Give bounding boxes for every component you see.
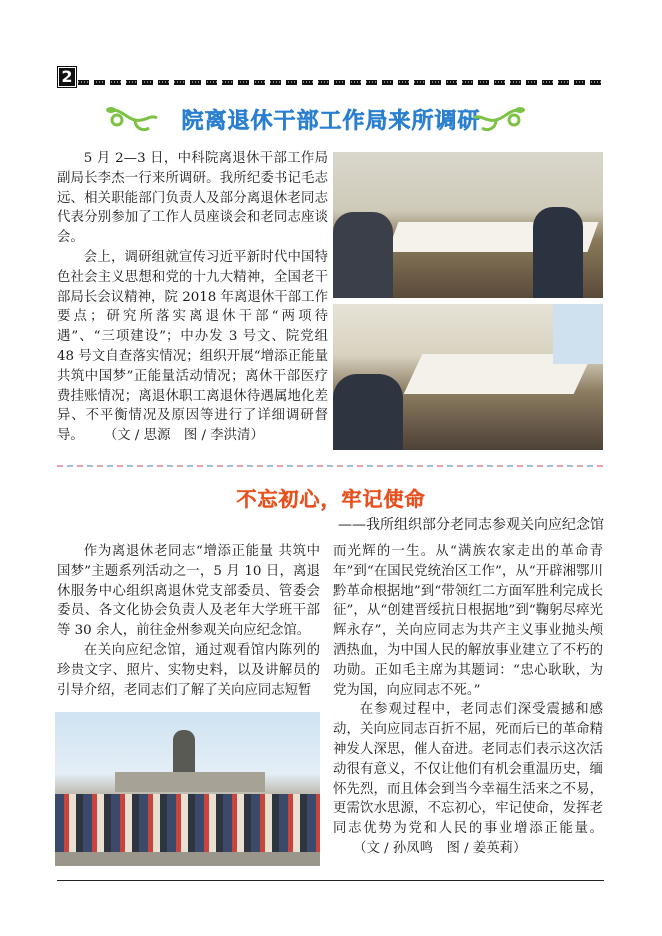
article1-body bbox=[57, 149, 328, 446]
vine-ornament-right-icon bbox=[470, 104, 526, 136]
article1-paragraph: 会上，调研组就宣传习近平新时代中国特色社会主义思想和党的十九大精神，全国老干部局长会议精神，院 2018 年离退休干部工作要点；研究所落实离退休干部“两项待遇”、“三项建设”；中办发 3 号文、院党组 48 号文自查落实情况；组织开展“增添正能量 共筑中国梦”正能量活动情况；离休干部医疗费挂账情况；离退休职工离退休待遇属地化差异、不平衡情况及原因等进行了详细调研督导。 bbox=[57, 249, 328, 444]
article2-paragraph: 在参观过程中，老同志们深受震撼和感动，关向应同志百折不屈，死而后已的革命精神发人深思，催人奋进。老同志们表示这次活动很有意义，不仅让他们有机会重温历史，缅怀先烈，而且体会到当今幸福生活来之不易，更需饮水思源，不忘初心，牢记使命，发挥老同志优势为党和人民的事业增添正能量。 bbox=[333, 702, 603, 837]
article2-right-body bbox=[333, 542, 603, 859]
article2-title: 不忘初心，牢记使命 bbox=[236, 487, 426, 511]
article2-credit: （文 / 孙凤鸣 图 / 姜英莉） bbox=[359, 840, 527, 856]
article1-credit: （文 / 思源 图 / 李洪清） bbox=[110, 428, 264, 444]
article2-left-body bbox=[57, 542, 320, 700]
article2-continuation: 而光辉的一生。从“满族农家走出的革命青年”到“在国民党统治区工作”，从“开辟湘鄂川黔革命根据地”到“带领红二方面军胜利完成长征”，从“创建晋绥抗日根据地”到“鞠躬尽瘁光辉永存”，关向应同志为共产主义事业抛头颅洒热血，为中国人民的解放事业建立了不朽的功勋。正如毛主席为其题词：“忠心耿耿，为党为国，向应同志不死。” bbox=[333, 544, 603, 698]
group-photo bbox=[55, 712, 320, 866]
footer-rule bbox=[57, 880, 604, 881]
article2-paragraph-with-credit bbox=[333, 700, 603, 858]
article1-paragraph-with-credit bbox=[57, 248, 328, 446]
meeting-photo-2 bbox=[333, 304, 603, 450]
meeting-photo-1 bbox=[333, 152, 603, 298]
article2-subtitle: ——我所组织部分老同志参观关向应纪念馆 bbox=[338, 517, 604, 533]
article1-paragraph: 5 月 2—3 日，中科院离退休干部工作局副局长李杰一行来所调研。我所纪委书记毛志远、相关职能部门负责人及部分离退休老同志代表分别参加了工作人员座谈会和老同志座谈会。 bbox=[57, 151, 328, 246]
page-number: 2 bbox=[57, 66, 77, 88]
section-divider bbox=[57, 465, 604, 467]
article2-paragraph: 作为离退休老同志“增添正能量 共筑中国梦”主题系列活动之一，5 月 10 日，离退休服务中心组织离退休党支部委员、管委会委员、各文化协会负责人及老年大学班干部等 30 余人，前往金州参观关向应纪念馆。 bbox=[57, 544, 320, 639]
header-dashed-rule bbox=[78, 80, 604, 85]
article2-paragraph: 在关向应纪念馆，通过观看馆内陈列的珍贵文字、照片、实物史料，以及讲解员的引导介绍，老同志们了解了关向应同志短暂 bbox=[57, 642, 320, 698]
article1-title: 院离退休干部工作局来所调研 bbox=[181, 109, 481, 134]
